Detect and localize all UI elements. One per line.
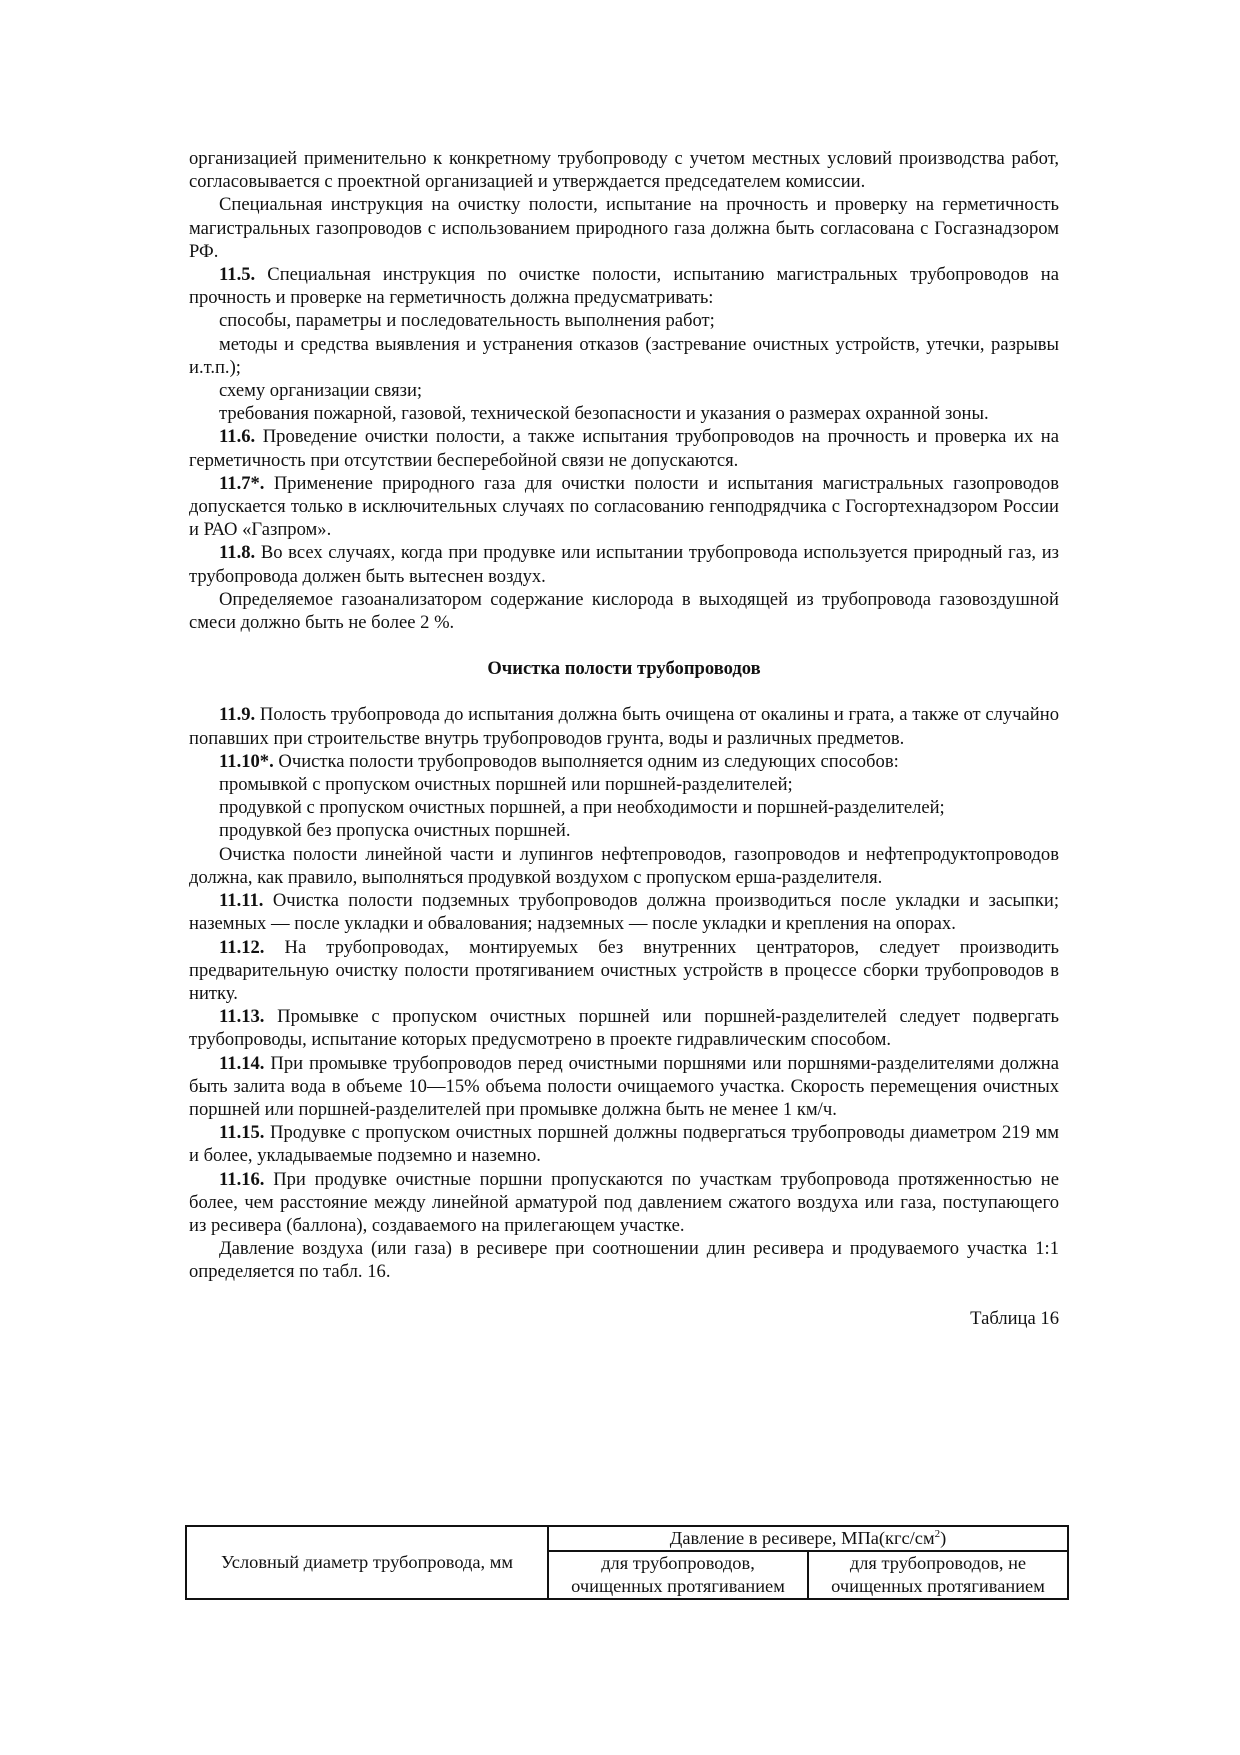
subheader-line: очищенных протягиванием [831,1576,1045,1596]
clause-text: Проведение очистки полости, а также испытания трубопроводов на прочность и проверка их на герметичность при отсутствии бесперебойной связи не допускаются. [189,426,1059,471]
clause-11-16 [189,1168,1059,1238]
pressure-header-text: Давление в ресивере, МПа(кгс/см [669,1528,935,1548]
table-caption: Таблица 16 [970,1307,1059,1329]
clause-number: 11.10*. [219,750,274,772]
clause-11-11 [189,889,1059,935]
clause-text: На трубопроводах, монтируемых без внутренних центраторов, следует производить предварительную очистку полости протягиванием очистных устройств в процессе сборки трубопроводов в нитку. [189,936,1059,1004]
clause-number: 11.6. [219,426,256,448]
clause-11-5 [189,263,1059,309]
clause-number: 11.11. [219,890,264,912]
clause-number: 11.7*. [219,472,265,494]
clause-text: Продувке с пропуском очистных поршней должны подвергаться трубопроводы диаметром 219 мм и более, укладываемые подземно и наземно. [189,1122,1059,1167]
clause-11-6 [189,425,1059,471]
clause-number: 11.9. [219,704,256,726]
clause-11-9 [189,703,1059,749]
clause-text: Во всех случаях, когда при продувке или испытании трубопровода используется природный газ, из трубопровода должен быть вытеснен воздух. [189,542,1059,587]
clause-text: При промывке трубопроводов перед очистными поршнями или поршнями-разделителями должна быть залита вода в объеме 10—15% объема полости очищаемого участка. Скорость перемещения очистных поршней или поршней-разделителей при промывке должна быть не менее 1 км/ч. [189,1052,1059,1120]
clause-number: 11.12. [219,936,265,958]
paragraph: Очистка полости линейной части и лупингов нефтепроводов, газопроводов и нефтепродуктопроводов должна, как правило, выполняться продувкой воздухом с пропуском ерша-разделителя. [189,843,1059,888]
subheader-line: очищенных протягиванием [571,1576,785,1596]
clause-11-14 [189,1052,1059,1122]
clause-number: 11.16. [219,1168,265,1190]
clause-number: 11.5. [219,264,256,286]
clause-text: Очистка полости трубопроводов выполняется одним из следующих способов: [273,750,899,772]
list-item: методы и средства выявления и устранения отказов (застревание очистных устройств, утечки, разрывы и.т.п.); [189,333,1059,378]
paragraph: Давление воздуха (или газа) в ресивере при соотношении длин ресивера и продуваемого участка 1:1 определяется по табл. 16. [189,1238,1059,1283]
pressure-header-sup: 2 [934,1527,941,1540]
paragraph: организацией применительно к конкретному трубопроводу с учетом местных условий производства работ, согласовывается с проектной организацией и утверждается председателем комиссии. [189,148,1059,193]
clause-11-12 [189,936,1059,1006]
table-header-row [186,1526,1068,1551]
clause-text: Очистка полости подземных трубопроводов должна производиться после укладки и засыпки; наземных — после укладки и обвалования; надземных — после укладки и крепления на опорах. [189,890,1059,935]
clause-text: Промывке с пропуском очистных поршней или поршней-разделителей следует подвергать трубопроводы, испытание которых предусмотрено в проекте гидравлическим способом. [189,1006,1059,1051]
list-item: промывкой с пропуском очистных поршней или поршней-разделителей; [219,774,793,796]
subheader-line: для трубопроводов, не [849,1553,1027,1573]
pressure-table [185,1525,1069,1600]
clause-text: Полость трубопровода до испытания должна быть очищена от окалины и грата, а также от случайно попавших при строительстве внутрь трубопроводов грунта, воды и различных предметов. [189,704,1059,749]
section-heading: Очистка полости трубопроводов [487,658,761,680]
clause-11-7 [189,472,1059,542]
paragraph: Определяемое газоанализатором содержание кислорода в выходящей из трубопровода газовоздушной смеси должно быть не более 2 %. [189,588,1059,634]
clause-number: 11.13. [219,1006,265,1028]
list-item: продувкой без пропуска очистных поршней. [219,820,571,842]
paragraph: Специальная инструкция на очистку полости, испытание на прочность и проверку на герметичность магистральных газопроводов с использованием природного газа должна быть согласована с Госгазнадзором РФ. [189,194,1059,262]
clause-11-13 [189,1005,1059,1051]
clause-number: 11.15. [219,1122,265,1144]
table-subheader-not-cleaned [808,1551,1068,1599]
subheader-line: для трубопроводов, [601,1553,755,1573]
clause-text: Применение природного газа для очистки полости и испытания магистральных газопроводов допускается только в исключительных случаях по согласованию генподрядчика с Госгортехнадзором России и РАО «Газпром». [189,472,1059,541]
list-item: способы, параметры и последовательность выполнения работ; [219,310,715,332]
table-subheader-cleaned [548,1551,808,1599]
clause-11-8 [189,541,1059,587]
clause-number: 11.14. [219,1052,265,1074]
clause-11-10 [189,750,1059,773]
clause-11-15 [189,1121,1059,1167]
table-header-pressure [548,1526,1068,1551]
pressure-header-end: ) [940,1528,947,1548]
clause-number: 11.8. [219,542,256,564]
list-item: продувкой с пропуском очистных поршней, а при необходимости и поршней-разделителей; [219,797,945,819]
list-item: схему организации связи; [219,380,423,402]
document-body [189,147,1059,1346]
list-item: требования пожарной, газовой, технической безопасности и указания о размерах охранной зоны. [219,403,989,425]
table-header-diameter: Условный диаметр трубопровода, мм [186,1526,548,1599]
clause-text: При продувке очистные поршни пропускаются по участкам трубопровода протяженностью не более, чем расстояние между линейной арматурой под давлением сжатого воздуха или газа, поступающего из ресивера (баллона), создаваемого на прилегающем участке. [189,1168,1059,1236]
clause-text: Специальная инструкция по очистке полости, испытанию магистральных трубопроводов на прочность и проверке на герметичность должна предусматривать: [189,264,1059,309]
